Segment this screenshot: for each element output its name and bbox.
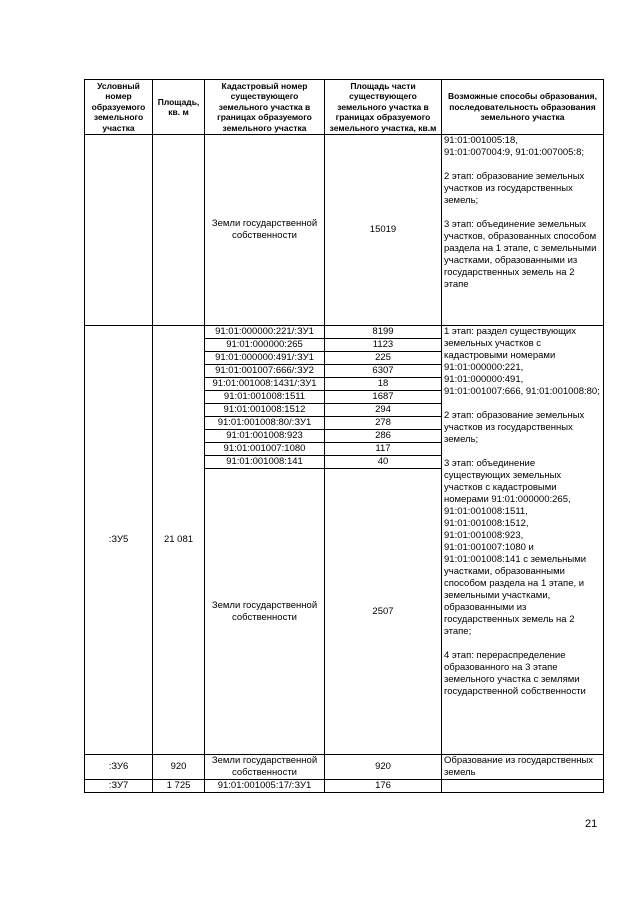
cell-plot-area: 1 725 xyxy=(153,780,205,793)
cell-part-area: 6307 xyxy=(325,365,442,378)
cell-cadastral: 91:01:001008:1511 xyxy=(205,391,325,404)
cell-cadastral: 91:01:001008:141 xyxy=(205,456,325,469)
cell-cadastral: 91:01:001007:666/:ЗУ2 xyxy=(205,365,325,378)
cell-plot-id: :ЗУ5 xyxy=(85,326,153,755)
header-formation-methods: Возможные способы образования, последовательность образования земельного участка xyxy=(442,80,604,135)
table-row xyxy=(85,780,604,793)
cell-plot-id: :ЗУ6 xyxy=(85,755,153,780)
cell-part-area: 286 xyxy=(325,430,442,443)
cell-part-area: 1687 xyxy=(325,391,442,404)
cell-part-area: 40 xyxy=(325,456,442,469)
cell-part-area: 1123 xyxy=(325,339,442,352)
cell-cadastral: 91:01:000000:221/:ЗУ1 xyxy=(205,326,325,339)
cell-part-area: 176 xyxy=(325,780,442,793)
cell-part-area: 294 xyxy=(325,404,442,417)
table-row xyxy=(85,135,604,326)
cell-cadastral: Земли государственной собственности xyxy=(205,135,325,326)
cell-plot-area: 21 081 xyxy=(153,326,205,755)
header-plot-number: Условный номер образуемого земельного участка xyxy=(85,80,153,135)
cell-part-area: 278 xyxy=(325,417,442,430)
cell-empty xyxy=(85,135,153,326)
header-row xyxy=(85,80,604,135)
cell-cadastral: 91:01:001005:17/:ЗУ1 xyxy=(205,780,325,793)
cell-formation-methods: 1 этап: раздел существующих земельных участков с кадастровыми номерами 91:01:000000:221, 91:01:000000:491, 91:01:001007:666, 91:01:001008:80; 2 этап: образование земельных участков из государственных земель; 3 этап: объединение существующих земельных участков с кадастровыми номерами 91:01:000000:265, 91:01:001008:1511, 91:01:001008:1512, 91:01:001008:923, 91:01:001007:1080 и 91:01:001008:141 с земельными участками, образованными способом раздела на 1 этапе, и земельными участками, образованными из государственных земель на 2 этапе; 4 этап: перераспределение образованного на 3 этапе земельного участка с землями государственной собственности xyxy=(442,326,604,755)
cell-cadastral: 91:01:001008:1431/:ЗУ1 xyxy=(205,378,325,391)
table-row xyxy=(85,755,604,780)
cell-cadastral: Земли государственной собственности xyxy=(205,755,325,780)
cell-part-area: 18 xyxy=(325,378,442,391)
cell-cadastral: 91:01:001008:1512 xyxy=(205,404,325,417)
cell-cadastral: 91:01:000000:265 xyxy=(205,339,325,352)
cell-part-area: 15019 xyxy=(325,135,442,326)
cell-part-area: 8199 xyxy=(325,326,442,339)
cell-formation-methods: Образование из государственных земель xyxy=(442,755,604,780)
cell-plot-area: 920 xyxy=(153,755,205,780)
cell-part-area: 920 xyxy=(325,755,442,780)
cell-cadastral: Земли государственной собственности xyxy=(205,469,325,755)
table-row xyxy=(85,326,604,339)
cell-part-area: 2507 xyxy=(325,469,442,755)
cell-empty xyxy=(153,135,205,326)
cell-cadastral: 91:01:000000:491/:ЗУ1 xyxy=(205,352,325,365)
cell-part-area: 225 xyxy=(325,352,442,365)
cell-formation-methods: 91:01:001005:18, 91:01:007004:9, 91:01:007005:8; 2 этап: образование земельных участков из государственных земель; 3 этап: объединение земельных участков, образованных способом раздела на 1 этапе, с земельными участками, образованными из государственных земель на 2 этапе xyxy=(442,135,604,326)
cell-cadastral: 91:01:001007:1080 xyxy=(205,443,325,456)
header-cadastral-number: Кадастровый номер существующего земельного участка в границах образуемого земельного участка xyxy=(205,80,325,135)
page-number: 21 xyxy=(585,818,598,830)
cell-cadastral: 91:01:001008:923 xyxy=(205,430,325,443)
cell-cadastral: 91:01:001008:80/:ЗУ1 xyxy=(205,417,325,430)
cell-plot-id: :ЗУ7 xyxy=(85,780,153,793)
cell-formation-methods xyxy=(442,780,604,793)
header-part-area: Площадь части существующего земельного участка в границах образуемого земельного участка, кв.м xyxy=(325,80,442,135)
land-plots-table xyxy=(84,79,604,793)
header-area: Площадь, кв. м xyxy=(153,80,205,135)
cell-part-area: 117 xyxy=(325,443,442,456)
